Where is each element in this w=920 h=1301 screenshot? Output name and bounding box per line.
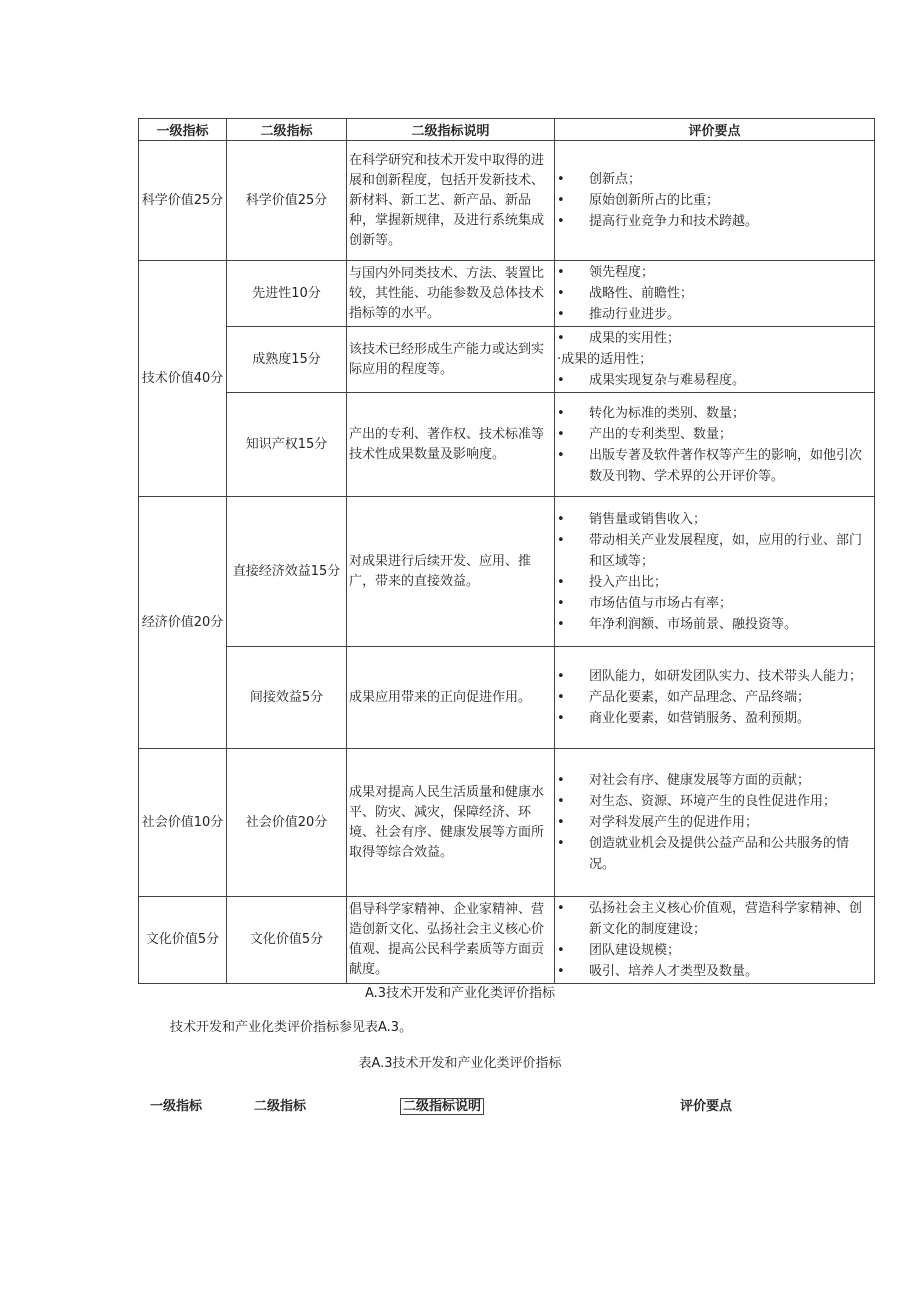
key-point-text: 出版专著及软件著作权等产生的影响，如他引次数及刊物、学术界的公开评价等。 <box>589 447 863 484</box>
key-point-item <box>557 403 872 424</box>
key-point-item <box>557 445 872 487</box>
key-point-item <box>557 370 872 391</box>
description-cell: 该技术已经形成生产能力或达到实际应用的程度等。 <box>347 327 555 393</box>
key-point-item <box>557 283 872 304</box>
key-point-item <box>557 708 872 729</box>
level1-cell: 经济价值20分 <box>139 497 227 749</box>
table-row <box>139 497 875 647</box>
key-point-item <box>557 614 872 635</box>
key-point-text: 市场估值与市场占有率； <box>589 595 733 611</box>
description-cell: 倡导科学家精神、企业家精神、营造创新文化、弘扬社会主义核心价值观、提高公民科学素质等方面贡献度。 <box>347 897 555 984</box>
key-point-text: 投入产出比； <box>589 574 668 590</box>
key-point-text: 转化为标准的类别、数量； <box>589 405 746 421</box>
table-row <box>139 749 875 897</box>
level2-cell: 社会价值20分 <box>227 749 347 897</box>
key-point-text: 团队建设规模； <box>589 943 681 958</box>
key-point-item <box>557 791 872 812</box>
bullet-icon: • <box>557 193 565 208</box>
level2-cell: 直接经济效益15分 <box>227 497 347 647</box>
key-point-text: 销售量或销售收入； <box>589 511 707 527</box>
bullet-icon: • <box>557 447 565 463</box>
next-header-level2: 二级指标 <box>254 1099 307 1114</box>
level1-cell: 技术价值40分 <box>139 261 227 497</box>
level1-cell: 文化价值5分 <box>139 897 227 984</box>
bullet-icon: • <box>557 373 565 388</box>
key-points-cell <box>555 497 875 647</box>
key-point-text: 对社会有序、健康发展等方面的贡献； <box>589 773 811 788</box>
next-header-level1: 一级指标 <box>150 1099 203 1114</box>
level2-cell: 成熟度15分 <box>227 327 347 393</box>
key-point-item <box>557 833 872 875</box>
description-cell: 对成果进行后续开发、应用、推广，带来的直接效益。 <box>347 497 555 647</box>
header-key-points: 评价要点 <box>555 119 875 141</box>
key-point-item <box>557 190 872 211</box>
table-header-row <box>139 119 875 141</box>
key-point-text: 成果实现复杂与难易程度。 <box>589 373 746 388</box>
evaluation-table <box>138 118 875 984</box>
bullet-icon: • <box>557 773 565 788</box>
key-point-item <box>557 898 872 940</box>
key-point-text: 战略性、前瞻性； <box>589 286 694 301</box>
key-point-text: 商业化要素，如营销服务、盈利预期。 <box>589 711 811 726</box>
header-level1: 一级指标 <box>139 119 227 141</box>
bullet-icon: • <box>557 511 565 527</box>
key-point-text: 产品化要素，如产品理念、产品终端； <box>589 690 811 705</box>
description-cell: 成果应用带来的正向促进作用。 <box>347 647 555 749</box>
paragraph-reference: 技术开发和产业化类评价指标参见表A.3。 <box>170 1020 413 1035</box>
bullet-icon: • <box>557 426 565 442</box>
next-header-points: 评价要点 <box>680 1099 733 1114</box>
key-point-item <box>557 940 872 961</box>
key-point-text: 产出的专利类型、数量； <box>589 426 733 442</box>
bullet-icon: • <box>557 964 565 979</box>
key-point-text: 推动行业进步。 <box>589 307 681 322</box>
caption-a3: A.3技术开发和产业化类评价指标 <box>364 986 556 1001</box>
bullet-icon: • <box>557 794 565 809</box>
key-points-cell <box>555 261 875 327</box>
bullet-icon: • <box>557 574 565 590</box>
key-point-text: 年净利润额、市场前景、融投资等。 <box>589 616 798 632</box>
bullet-icon: • <box>557 405 565 421</box>
key-point-item <box>557 424 872 445</box>
key-point-item <box>557 530 872 572</box>
table-row <box>139 327 875 393</box>
key-point-item <box>557 304 872 325</box>
bullet-icon: • <box>557 943 565 958</box>
key-point-text: 原始创新所占的比重； <box>589 193 720 208</box>
key-point-text: 创造就业机会及提供公益产品和公共服务的情况。 <box>589 836 850 872</box>
key-point-item <box>557 961 872 982</box>
bullet-icon: • <box>557 307 565 322</box>
key-point-text: 成果的实用性； <box>589 331 681 346</box>
header-level2: 二级指标 <box>227 119 347 141</box>
bullet-icon: • <box>557 836 565 851</box>
key-point-item <box>557 349 872 370</box>
key-point-item <box>557 812 872 833</box>
bullet-icon: • <box>557 331 565 346</box>
description-cell: 在科学研究和技术开发中取得的进展和创新程度，包括开发新技术、新材料、新工艺、新产品、新品种，掌握新规律，及进行系统集成创新等。 <box>347 141 555 261</box>
bullet-icon: • <box>557 172 565 187</box>
key-point-text: ·成果的适用性； <box>557 352 653 367</box>
bullet-icon: • <box>557 901 565 916</box>
key-point-item <box>557 509 872 530</box>
header-level2-desc: 二级指标说明 <box>347 119 555 141</box>
key-point-item <box>557 211 872 232</box>
key-point-item <box>557 328 872 349</box>
table-row <box>139 897 875 984</box>
bullet-icon: • <box>557 265 565 280</box>
bullet-icon: • <box>557 711 565 726</box>
description-cell: 与国内外同类技术、方法、装置比较，其性能、功能参数及总体技术指标等的水平。 <box>347 261 555 327</box>
table-row <box>139 141 875 261</box>
bullet-icon: • <box>557 669 565 684</box>
bullet-icon: • <box>557 815 565 830</box>
table-row <box>139 647 875 749</box>
key-point-item <box>557 572 872 593</box>
key-point-item <box>557 770 872 791</box>
description-cell: 产出的专利、著作权、技术标准等技术性成果数量及影响度。 <box>347 393 555 497</box>
level2-cell: 间接效益5分 <box>227 647 347 749</box>
key-points-cell <box>555 897 875 984</box>
key-point-text: 领先程度； <box>589 265 655 280</box>
key-point-item <box>557 687 872 708</box>
bullet-icon: • <box>557 286 565 301</box>
bullet-icon: • <box>557 690 565 705</box>
key-point-text: 提高行业竞争力和技术跨越。 <box>589 214 759 229</box>
key-point-item <box>557 593 872 614</box>
table-row <box>139 393 875 497</box>
bullet-icon: • <box>557 616 565 632</box>
description-cell: 成果对提高人民生活质量和健康水平、防灾、减灾，保障经济、环境、社会有序、健康发展等方面所取得等综合效益。 <box>347 749 555 897</box>
bullet-icon: • <box>557 214 565 229</box>
next-header-desc: 二级指标说明 <box>400 1098 484 1115</box>
key-point-item <box>557 169 872 190</box>
key-point-text: 弘扬社会主义核心价值观，营造科学家精神、创新文化的制度建设； <box>589 901 863 937</box>
level1-cell: 科学价值25分 <box>139 141 227 261</box>
next-header-desc-wrap <box>400 1095 484 1114</box>
key-point-text: 创新点； <box>589 172 642 187</box>
bullet-icon: • <box>557 595 565 611</box>
key-point-text: 对学科发展产生的促进作用； <box>589 815 759 830</box>
key-points-cell <box>555 327 875 393</box>
key-points-cell <box>555 647 875 749</box>
level2-cell: 知识产权15分 <box>227 393 347 497</box>
key-points-cell <box>555 141 875 261</box>
key-point-text: 吸引、培养人才类型及数量。 <box>589 964 759 979</box>
table-a3-title: 表A.3技术开发和产业化类评价指标 <box>358 1056 562 1071</box>
key-points-cell <box>555 749 875 897</box>
key-point-item <box>557 666 872 687</box>
key-point-text: 团队能力，如研发团队实力、技术带头人能力； <box>589 669 863 684</box>
key-point-text: 对生态、资源、环境产生的良性促进作用； <box>589 794 837 809</box>
table-row <box>139 261 875 327</box>
level2-cell: 文化价值5分 <box>227 897 347 984</box>
key-point-item <box>557 262 872 283</box>
bullet-icon: • <box>557 532 565 548</box>
level2-cell: 先进性10分 <box>227 261 347 327</box>
level2-cell: 科学价值25分 <box>227 141 347 261</box>
level1-cell: 社会价值10分 <box>139 749 227 897</box>
key-points-cell <box>555 393 875 497</box>
key-point-text: 带动相关产业发展程度，如，应用的行业、部门和区域等； <box>589 532 863 569</box>
